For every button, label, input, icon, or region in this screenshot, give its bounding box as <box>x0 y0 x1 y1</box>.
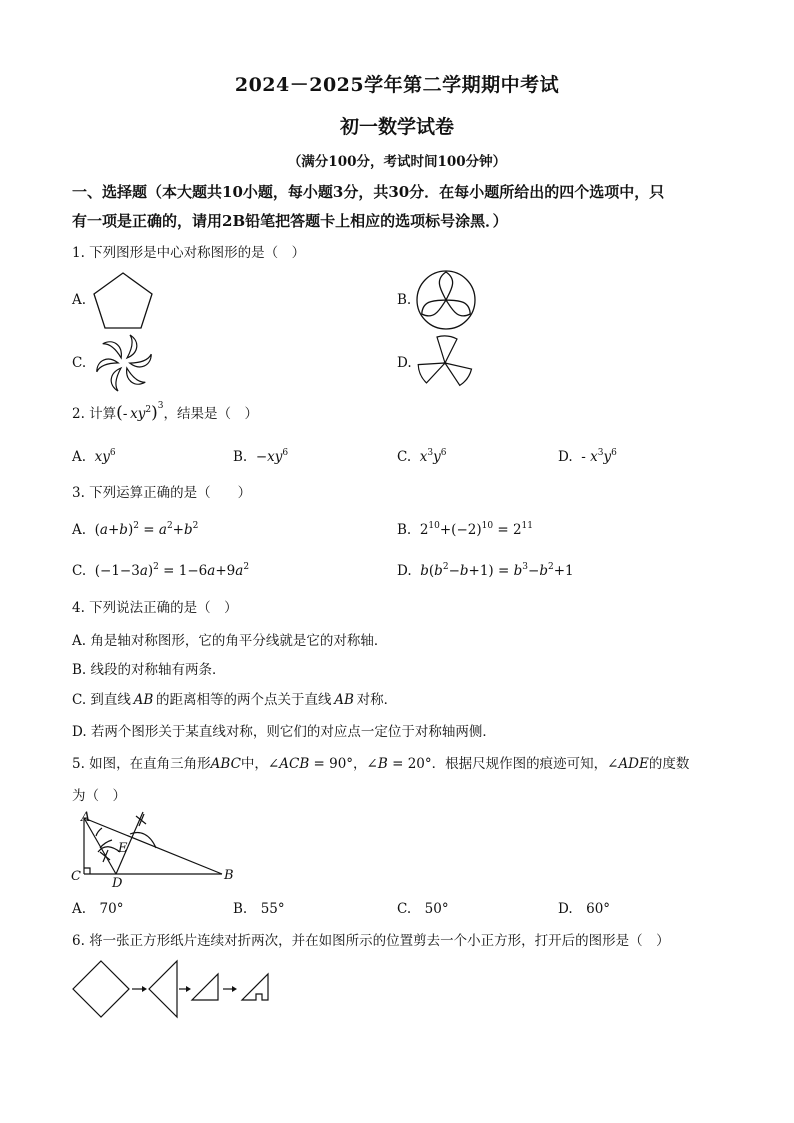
q1-option-a-figure <box>90 270 156 332</box>
fig-label-d: D <box>112 876 123 891</box>
section-heading <box>72 178 732 236</box>
question-2-stem: 2. 计算(- $xy^2)^3$，结果是（ ） <box>72 400 258 423</box>
exam-note: （满分100分，考试时间100分钟） <box>287 154 507 170</box>
q1-option-c-label: C. <box>72 355 87 371</box>
question-5-stem: 5. 如图，在直角三角形ABC中，∠ACB = 90°，∠B = 20°．根据尺规作图的痕迹可知，∠ADE的度数 <box>72 756 690 772</box>
q1-option-d-label: D. <box>397 355 412 371</box>
fig-label-a: A <box>81 810 91 825</box>
q3-option-a: A. $(a+b)^2 = a^2+b^2$ <box>72 520 199 538</box>
fig-label-c: C <box>71 869 81 884</box>
q1-option-d-figure <box>415 333 475 393</box>
exam-title: 2024－2025学年第二学期期中考试 <box>234 74 560 96</box>
q4-option-c: C. 到直线 AB 的距离相等的两个点关于直线 AB 对称． <box>72 692 398 708</box>
q2-option-d: D. - $x^3y^6$ <box>558 447 617 465</box>
question-5-stem-line-2: 为（ ） <box>72 788 126 804</box>
q5-option-a: A. 70° <box>72 901 124 917</box>
fig-label-b: B <box>224 868 234 883</box>
question-6-stem: 6. 将一张正方形纸片连续对折两次，并在如图所示的位置剪去一个小正方形，打开后的图形是（ ） <box>72 933 670 949</box>
q3-option-b: B. $2^{10}+(-2)^{10} = 2^{11}$ <box>397 520 533 538</box>
q2-option-b: B. $-xy^6$ <box>233 447 289 465</box>
q5-option-d: D. 60° <box>558 901 611 917</box>
q1-option-b-label: B. <box>397 292 412 308</box>
question-3-stem: 3. 下列运算正确的是（ ） <box>72 485 252 501</box>
q4-option-b: B. 线段的对称轴有两条． <box>72 662 226 678</box>
q3-option-d: D. $b(b^2-b+1) = b^3-b^2+1$ <box>397 561 574 579</box>
q5-option-c: C. 50° <box>397 901 449 917</box>
section-line-1: 一、选择题（本大题共10小题，每小题3分，共30分．在每小题所给出的四个选项中，只 <box>72 183 665 201</box>
q5-option-b: B. 55° <box>233 901 285 917</box>
q1-option-a-label: A. <box>72 292 87 308</box>
q2-option-a: A. $xy^6$ <box>72 447 116 465</box>
q1-option-c-figure <box>92 333 156 393</box>
q4-option-a: A. 角是轴对称图形，它的角平分线就是它的对称轴． <box>72 633 388 649</box>
q2-option-c: C. $x^3y^6$ <box>397 447 447 465</box>
q3-option-c: C. $(-1-3a)^2 = 1-6a+9a^2$ <box>72 561 250 579</box>
question-1-stem: 1. 下列图形是中心对称图形的是（ ） <box>72 245 306 261</box>
question-4-stem: 4. 下列说法正确的是（ ） <box>72 600 238 616</box>
q5-triangle-figure <box>70 808 240 891</box>
fig-label-e: E <box>118 841 128 856</box>
exam-subtitle: 初一数学试卷 <box>339 116 454 138</box>
section-line-2: 有一项是正确的，请用2B铅笔把答题卡上相应的选项标号涂黑．） <box>72 212 508 230</box>
q6-folding-figure <box>70 958 275 1020</box>
q4-option-d: D. 若两个图形关于某直线对称，则它们的对应点一定位于对称轴两侧． <box>72 724 496 740</box>
q1-option-b-figure <box>415 269 477 331</box>
